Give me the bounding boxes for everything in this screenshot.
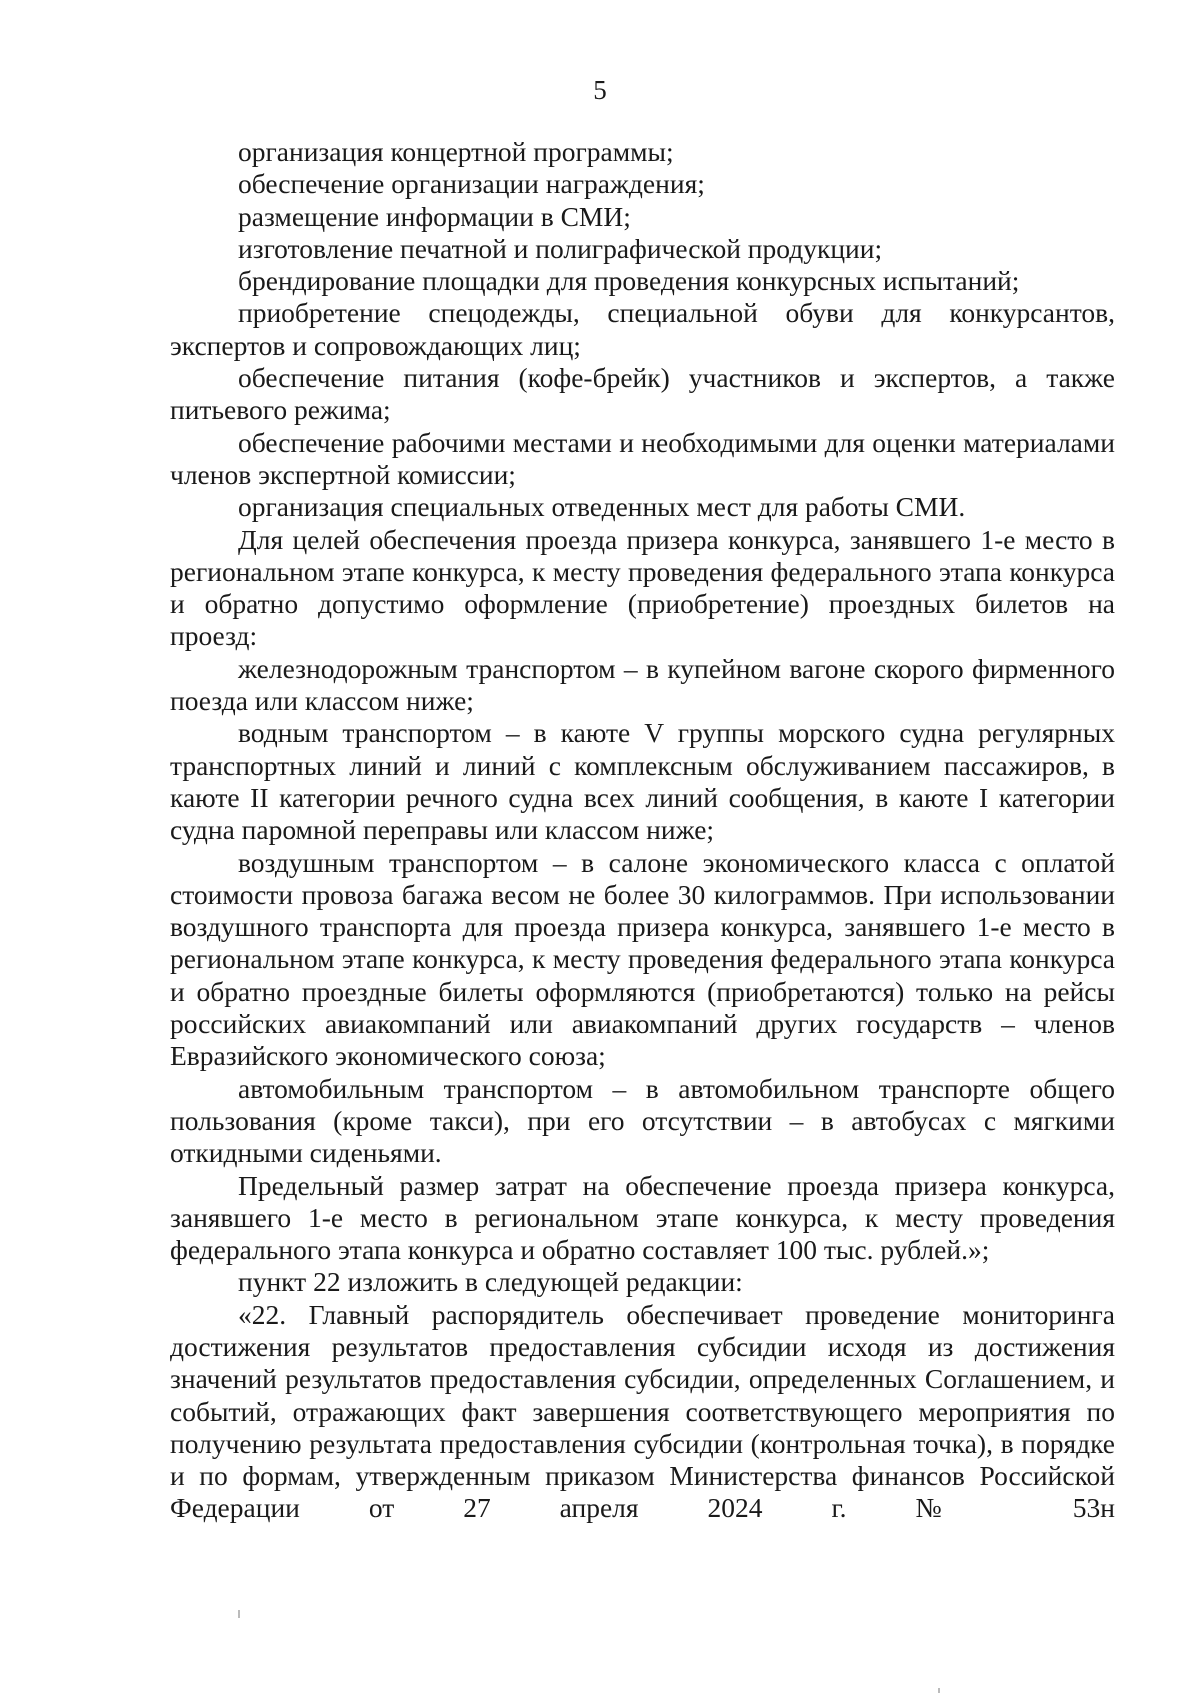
paragraph-water-transport: водным транспортом – в каюте V группы морского судна регулярных транспортных линий и линий с комплексным обслуживанием пассажиров, в каюте II категории речного судна всех линий сообщения, в каюте I категории судна паромной переправы или классом ниже; xyxy=(170,717,1115,846)
paragraph-catering: обеспечение питания (кофе-брейк) участников и экспертов, а также питьевого режима; xyxy=(170,362,1115,426)
paragraph-cost-limit: Предельный размер затрат на обеспечение проезда призера конкурса, занявшего 1-е место в региональном этапе конкурса, к месту проведения федерального этапа конкурса и обратно составляет 100 тыс. рублей.»; xyxy=(170,1169,1115,1266)
scan-speck xyxy=(938,1688,940,1693)
paragraph-travel-purposes: Для целей обеспечения проезда призера конкурса, занявшего 1-е место в региональном этапе конкурса, к месту проведения федерального этапа конкурса и обратно допустимо оформление (приобретение) проездных билетов на проезд: xyxy=(170,523,1115,652)
paragraph-road-transport: автомобильным транспортом – в автомобильном транспорте общего пользования (кроме такси), при его отсутствии – в автобусах с мягкими откидными сиденьями. xyxy=(170,1072,1115,1169)
scan-speck xyxy=(238,1610,240,1618)
page-number: 5 xyxy=(593,75,607,105)
paragraph-air-transport: воздушным транспортом – в салоне экономического класса с оплатой стоимости провоза багажа весом не более 30 килограммов. При использовании воздушного транспорта для проезда призера конкурса, занявшего 1-е место в региональном этапе конкурса, к месту проведения федерального этапа конкурса и обратно проездные билеты оформляются (приобретаются) только на рейсы российских авиакомпаний или авиакомпаний других государств – членов Евразийского экономического союза; xyxy=(170,846,1115,1072)
paragraph-rail-transport: железнодорожным транспортом – в купейном вагоне скорого фирменного поезда или классом ниже; xyxy=(170,652,1115,717)
paragraph-workwear: приобретение спецодежды, специальной обуви для конкурсантов, экспертов и сопровождающих лиц; xyxy=(170,297,1115,361)
paragraph-concert-program: организация концертной программы; xyxy=(238,136,674,167)
paragraph-printed-products: изготовление печатной и полиграфической продукции; xyxy=(238,232,883,264)
paragraph-media-places: организация специальных отведенных мест для работы СМИ. xyxy=(238,491,966,523)
paragraph-award-ceremony: обеспечение организации награждения; xyxy=(238,168,705,200)
paragraph-workplaces: обеспечение рабочими местами и необходимыми для оценки материалами членов экспертной комиссии; xyxy=(170,426,1115,490)
paragraph-clause-22-intro: пункт 22 изложить в следующей редакции: xyxy=(238,1266,743,1298)
paragraph-venue-branding: брендирование площадки для проведения конкурсных испытаний; xyxy=(238,265,1020,297)
paragraph-media-info: размещение информации в СМИ; xyxy=(238,200,631,232)
document-body xyxy=(170,136,1115,1525)
paragraph-clause-22-text: «22. Главный распорядитель обеспечивает проведение мониторинга достижения результатов предоставления субсидии исходя из достижения значений результатов предоставления субсидии, определенных Соглашением, и событий, отражающих факт завершения соответствующего мероприятия по получению результата предоставления субсидии (контрольная точка), в порядке и по формам, утвержденным приказом Министерства финансов Российской Федерации от 27 апреля 2024 г. № 53н xyxy=(170,1298,1115,1524)
